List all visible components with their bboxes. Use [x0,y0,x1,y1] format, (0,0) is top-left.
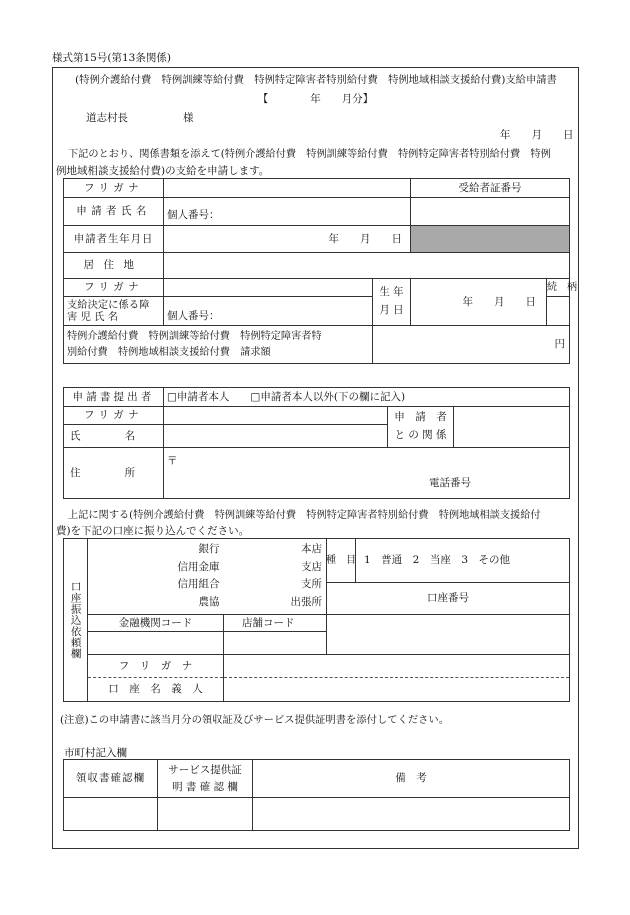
relation-to-applicant-label [388,407,454,448]
recipient-cert-digits[interactable] [411,198,570,226]
personal-number-label-2: 個人番号： [167,309,220,322]
municipal-heading: 市町村記入欄 [64,747,127,759]
addressee: 道志村長 [86,112,128,124]
remarks-label: 備 考 [253,760,570,798]
phone-label: 電話番号 [429,477,471,489]
inst-type-nokyo: 農協 [198,595,220,608]
personal-number-label: 個人番号： [167,208,220,221]
child-birth-label [373,279,411,326]
postal-mark: 〒 [167,455,178,467]
relation-label-1: 申 請 者 [394,411,447,424]
gappi-label: 月 日 [379,304,404,316]
child-birthdate-field[interactable]: 年 月 日 [411,279,547,326]
submitter-name-label [64,425,180,448]
applicant-table [63,178,577,364]
inst-type-bank: 銀行 [198,543,220,555]
bank-table [63,538,570,702]
relation-field[interactable] [547,297,570,326]
kind-label [327,539,356,582]
applicant-name-label: 申請者氏名 [64,198,164,226]
child-name-label-2: 害 児 氏 名 [67,311,119,323]
branch-type-shiten: 支店 [301,560,322,573]
form-title: (特例介護給付費 特例訓練等給付費 特例特定障害者特別給付費 特例地域相談支援給付費)支給申請書 [75,74,557,86]
bank-section-label: 口座振込依頼欄 [64,539,88,702]
child-name-label [64,297,164,326]
relation-to-applicant-field[interactable] [454,407,570,448]
child-name-label-1: 支給決定に係る障 [67,298,150,311]
holder-name-input[interactable] [224,678,569,701]
institution-type-list[interactable] [88,539,224,615]
submitter-name-text: 氏名 [70,429,180,442]
submitter-address-label [64,448,180,499]
submitter-furigana-label: フリガナ [64,407,164,425]
child-furigana-input[interactable] [164,279,373,297]
birthdate-label: 申請者生年月日 [64,226,164,253]
receipt-check-field[interactable] [64,798,158,831]
recipient-cert-label: 受給者証番号 [411,179,570,198]
birthdate-field[interactable]: 年 月 日 [164,226,411,253]
service-check-label [158,760,253,798]
branch-code-label: 店舗コード [224,615,327,632]
service-check-label-1: サービス提供証 [168,763,242,776]
claim-label-2: 別給付費 特例地域相談支援給付費 請求額 [67,346,271,358]
kind-options[interactable]: 1 普通 2 当座 3 その他 [364,554,511,567]
address-label: 居住地 [64,253,164,279]
furigana-input[interactable] [164,179,411,198]
furigana-label: フリガナ [64,179,164,198]
option-other-checkbox[interactable]: □申請者本人以外(下の欄に記入) [250,390,406,403]
note: (注意)この申請書に該当月分の領収証及びサービス提供証明書を添付してください。 [60,714,450,726]
holder-fields[interactable] [224,655,570,702]
branch-code-digits[interactable] [224,632,327,655]
inst-type-kumiai: 信用組合 [177,578,220,590]
municipal-table [63,759,570,831]
holder-furigana-input[interactable] [224,655,569,678]
submitter-address-text: 住所 [70,466,180,479]
shaded-cell [411,226,570,253]
addressee-honorific: 様 [183,112,194,124]
seinen-label: 生 年 [379,286,404,299]
branch-type-shisho: 支所 [301,578,322,590]
holder-furigana-label: フ リ ガ ナ [88,655,223,678]
account-number-label: 口座番号 [427,592,469,605]
intro-line-2: 例地域相談支援給付費)の支給を申請します。 [56,165,270,177]
personal-number-field[interactable] [164,198,411,226]
holder-name-label: 口 座 名 義 人 [108,683,203,696]
claim-label-1: 特例介護給付費 特例訓練等給付費 特例特定障害者特 [67,331,322,343]
address-field[interactable] [164,253,570,279]
submitter-address-field[interactable] [164,448,570,499]
account-number-digits[interactable] [327,615,570,655]
inst-type-shinkin: 信用金庫 [177,560,220,573]
submitter-options[interactable] [164,388,570,407]
account-kind-area [327,539,570,615]
month-label: 【 年 月分】 [257,93,374,105]
inst-code-label: 金融機関コード [88,615,224,632]
branch-type-list[interactable] [224,539,327,615]
receipt-check-label: 領収書確認欄 [64,760,158,798]
bank-intro-2: 費)を下記の口座に振り込んでください。 [56,525,250,537]
submitter-label: 申請書提出者 [64,388,164,407]
holder-labels [88,655,224,702]
child-name-field[interactable] [164,297,373,326]
service-check-label-2: 明 書 確 認 欄 [172,780,238,793]
option-self-checkbox[interactable]: □申請者本人 [167,390,230,403]
inst-code-digits[interactable] [88,632,224,655]
date-line: 年 月 日 [500,129,574,141]
remarks-field[interactable] [253,798,570,831]
submitter-furigana-input[interactable] [164,407,388,425]
branch-type-shucchojo: 出張所 [290,595,322,608]
submitter-name-field[interactable] [164,425,388,448]
relation-label: 続 柄 [547,279,570,297]
bank-intro-1: 上記に関する(特例介護給付費 特例訓練等給付費 特例特定障害者特別給付費 特例地域相談支援給付 [68,510,541,521]
form-number: 様式第15号(第13条関係) [52,52,171,64]
kind-label-text: 種 目 [326,554,356,566]
intro-line-1: 下記のとおり、関係書類を添えて(特例介護給付費 特例訓練等給付費 特例特定障害者特別給付費 特例 [68,149,551,160]
claim-label [64,326,373,364]
relation-label-2: と の 関 係 [394,429,447,441]
submitter-table [63,387,570,499]
branch-type-honten: 本店 [301,543,322,555]
service-check-field[interactable] [158,798,253,831]
child-furigana-label: フリガナ [64,279,164,297]
claim-amount-field[interactable]: 円 [373,326,570,364]
